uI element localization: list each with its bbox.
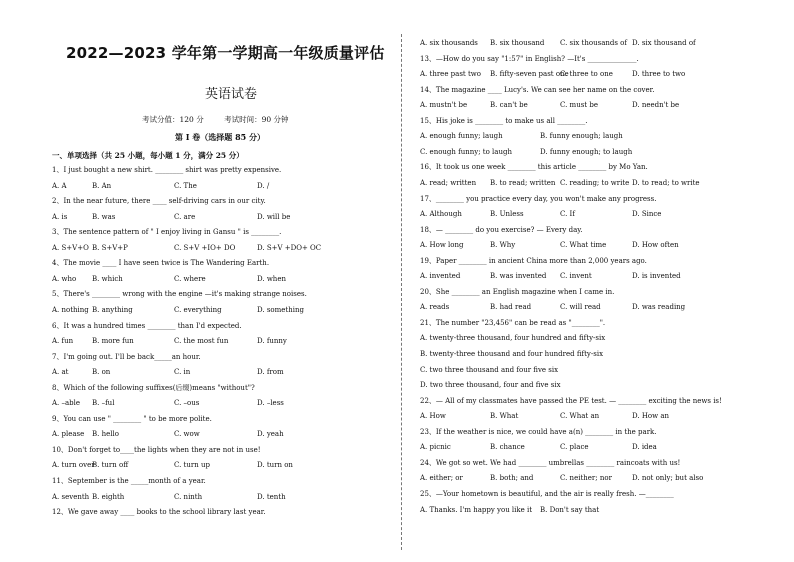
answer-option: B. S+V+P [92,243,128,252]
answer-option: A. A [52,181,67,190]
answer-option: C. reading; to write [560,178,630,187]
answer-option: B. eighth [92,492,125,501]
answer-option: D. How often [632,241,679,250]
part-heading: 第 I 卷（选择题 85 分） [175,132,266,142]
column-divider [401,34,402,550]
answer-option: B. was invented [490,272,547,281]
question-stem: 15、His joke is ________ to make us all ________. [420,116,588,125]
answer-option: A. enough funny; laugh [420,132,503,141]
question-stem: B. twenty-three thousand and four hundred fifty-six [420,350,604,358]
answer-option: B. Unless [490,210,524,219]
question-stem: 21、The number "23,456" can be read as "________". [420,318,606,327]
answer-option: C. What time [560,241,607,250]
question-stem: 25、—Your hometown is beautiful, and the air is really fresh. —________ [420,489,674,498]
answer-option: B. What [490,412,519,421]
answer-option: A. invented [420,272,461,281]
answer-option: C. neither; nor [560,474,612,483]
question-stem: 20、She ________ an English magazine when I came in. [420,287,615,296]
answer-option: A. reads [420,303,450,312]
answer-option: B. hello [92,430,119,439]
question-stem: 24、We got so wet. We had ________ umbrellas ________ raincoats with us! [420,458,681,467]
answer-option: D. not only; but also [632,474,704,483]
answer-option: D. Since [632,210,662,219]
exam-time: 考试时间：90 分钟 [224,115,289,124]
answer-option: D. will be [257,212,291,221]
answer-option: B. fifty-seven past one [490,70,569,79]
answer-option: D. to read; to write [632,178,700,187]
answer-option: A. at [52,368,69,377]
question-stem: 14、The magazine ____ Lucy's. We can see her name on the cover. [420,85,655,94]
question-stem: 18、— ________ do you exercise? — Every day. [420,225,583,234]
answer-option: D. funny enough; to laugh [540,147,633,156]
answer-option: C. wow [174,430,200,439]
answer-option: B. Don't say that [540,505,600,514]
answer-option: B. can't be [490,101,528,110]
answer-option: B. –ful [92,399,115,408]
answer-option: B. chance [490,443,525,452]
question-stem: 10、Don't forget to____the lights when they are not in use! [52,445,261,454]
answer-option: C. If [560,210,575,219]
answer-option: A. Although [420,210,462,219]
answer-option: D. funny [257,337,287,346]
answer-option: A. who [52,274,77,283]
question-stem: 5、There's ________ wrong with the engine —it's making strange noises. [52,290,307,299]
answer-option: C. The [174,181,197,190]
answer-option: B. An [92,181,112,190]
answer-option: D. three to two [632,70,686,79]
question-stem: 12、We gave away ____ books to the school library last year. [52,508,266,517]
answer-option: D. something [257,305,304,314]
section-heading: 一、单项选择（共 25 小题，每小题 1 分，满分 25 分） [52,151,244,160]
question-stem: 3、The sentence pattern of " I enjoy living in Gansu " is ________. [52,228,282,237]
answer-option: A. turn over [52,461,95,470]
answer-option: A. How [420,412,446,421]
answer-option: D. turn on [257,461,293,470]
answer-option: B. to read; written [490,178,556,187]
answer-option: B. funny enough; laugh [540,132,623,141]
answer-option: D. from [257,368,284,377]
question-stem: 23、If the weather is nice, we could have a(n) ________ in the park. [420,427,657,436]
question-stem: 1、I just bought a new shirt. ________ shirt was pretty expensive. [52,166,282,174]
answer-option: C. six thousands of [560,39,627,47]
answer-option: B. on [92,368,111,377]
answer-option: B. more fun [92,337,134,346]
answer-option: B. six thousand [490,39,545,47]
answer-option: C. S+V +IO+ DO [174,243,236,252]
answer-option: A. S+V+O [52,243,89,252]
answer-option: C. invent [560,272,592,281]
exam-title: 2022—2023 学年第一学期高一年级质量评估 [66,44,385,62]
answer-option: C. What an [560,412,600,421]
answer-option: A. How long [420,241,464,250]
answer-option: C. three to one [560,70,613,79]
answer-option: D. when [257,274,286,283]
question-stem: 11、September is the _____month of a year. [52,477,206,485]
answer-option: C. the most fun [174,337,229,346]
answer-option: B. which [92,274,123,283]
answer-option: C. will read [560,303,601,312]
answer-option: D. How an [632,412,670,421]
answer-option: A. read; written [420,178,477,187]
answer-option: D. / [257,181,270,190]
answer-option: C. where [174,274,206,283]
answer-option: B. Why [490,241,516,250]
question-stem: A. twenty-three thousand, four hundred and fifty-six [420,334,606,343]
question-stem: 4、The movie ____ I have seen twice is The Wandering Earth. [52,259,270,268]
answer-option: A. please [52,430,85,439]
answer-option: B. turn off [92,461,129,470]
question-stem: 9、You can use " ________ " to be more polite. [52,414,212,423]
answer-option: A. six thousands [420,39,478,47]
question-stem: 17、________ you practice every day, you won't make any progress. [420,194,657,203]
answer-option: A. either; or [420,474,463,483]
answer-option: D. S+V +DO+ OC [257,243,322,252]
question-stem: 16、It took us one week ________ this article ________ by Mo Yan. [420,163,648,172]
exam-score: 考试分值：120 分 [142,115,204,124]
answer-option: A. –able [52,399,81,408]
answer-option: A. picnic [420,443,451,452]
question-stem: D. two three thousand, four and five six [420,381,561,390]
answer-option: C. place [560,443,589,452]
question-stem: 8、Which of the following suffixes(后缀)means "without"? [52,383,255,392]
answer-option: B. anything [92,305,133,314]
answer-option: A. fun [52,337,74,346]
answer-option: D. six thousand of [632,39,696,47]
answer-option: B. was [92,212,116,221]
exam-meta [142,114,307,125]
answer-option: C. turn up [174,461,210,470]
question-stem: C. two three thousand and four five six [420,365,559,374]
answer-option: D. needn't be [632,101,680,110]
answer-option: D. –less [257,399,284,408]
answer-option: C. in [174,368,191,377]
answer-option: D. idea [632,443,657,452]
answer-option: B. both; and [490,474,534,483]
answer-option: D. was reading [632,303,686,312]
answer-option: A. mustn't be [420,101,468,110]
question-stem: 6、It was a hundred times ________ than I'd expected. [52,321,242,330]
question-stem: 7、I'm going out. I'll be back_____an hour. [52,352,201,361]
question-stem: 19、Paper ________ in ancient China more than 2,000 years ago. [420,256,647,265]
exam-subtitle: 英语试卷 [205,87,258,102]
question-stem: 13、—How do you say "1:57" in English? —It's ______________. [420,54,639,63]
answer-option: C. enough funny; to laugh [420,147,512,156]
answer-option: D. is invented [632,272,681,281]
answer-option: A. Thanks. I'm happy you like it [420,505,533,514]
answer-option: C. everything [174,305,222,314]
answer-option: C. –ous [174,399,200,408]
answer-option: A. three past two [420,70,481,79]
answer-option: B. had read [490,303,532,312]
answer-option: C. ninth [174,492,203,501]
answer-option: A. is [52,212,68,221]
answer-option: A. seventh [52,492,90,501]
answer-option: D. tenth [257,492,286,501]
answer-option: A. nothing [52,305,89,314]
question-stem: 22、— All of my classmates have passed the PE test. — ________ exciting the news is! [420,396,722,405]
answer-option: C. must be [560,101,598,110]
answer-option: C. are [174,212,196,221]
answer-option: D. yeah [257,430,284,439]
question-stem: 2、In the near future, there ____ self-driving cars in our city. [52,197,266,206]
